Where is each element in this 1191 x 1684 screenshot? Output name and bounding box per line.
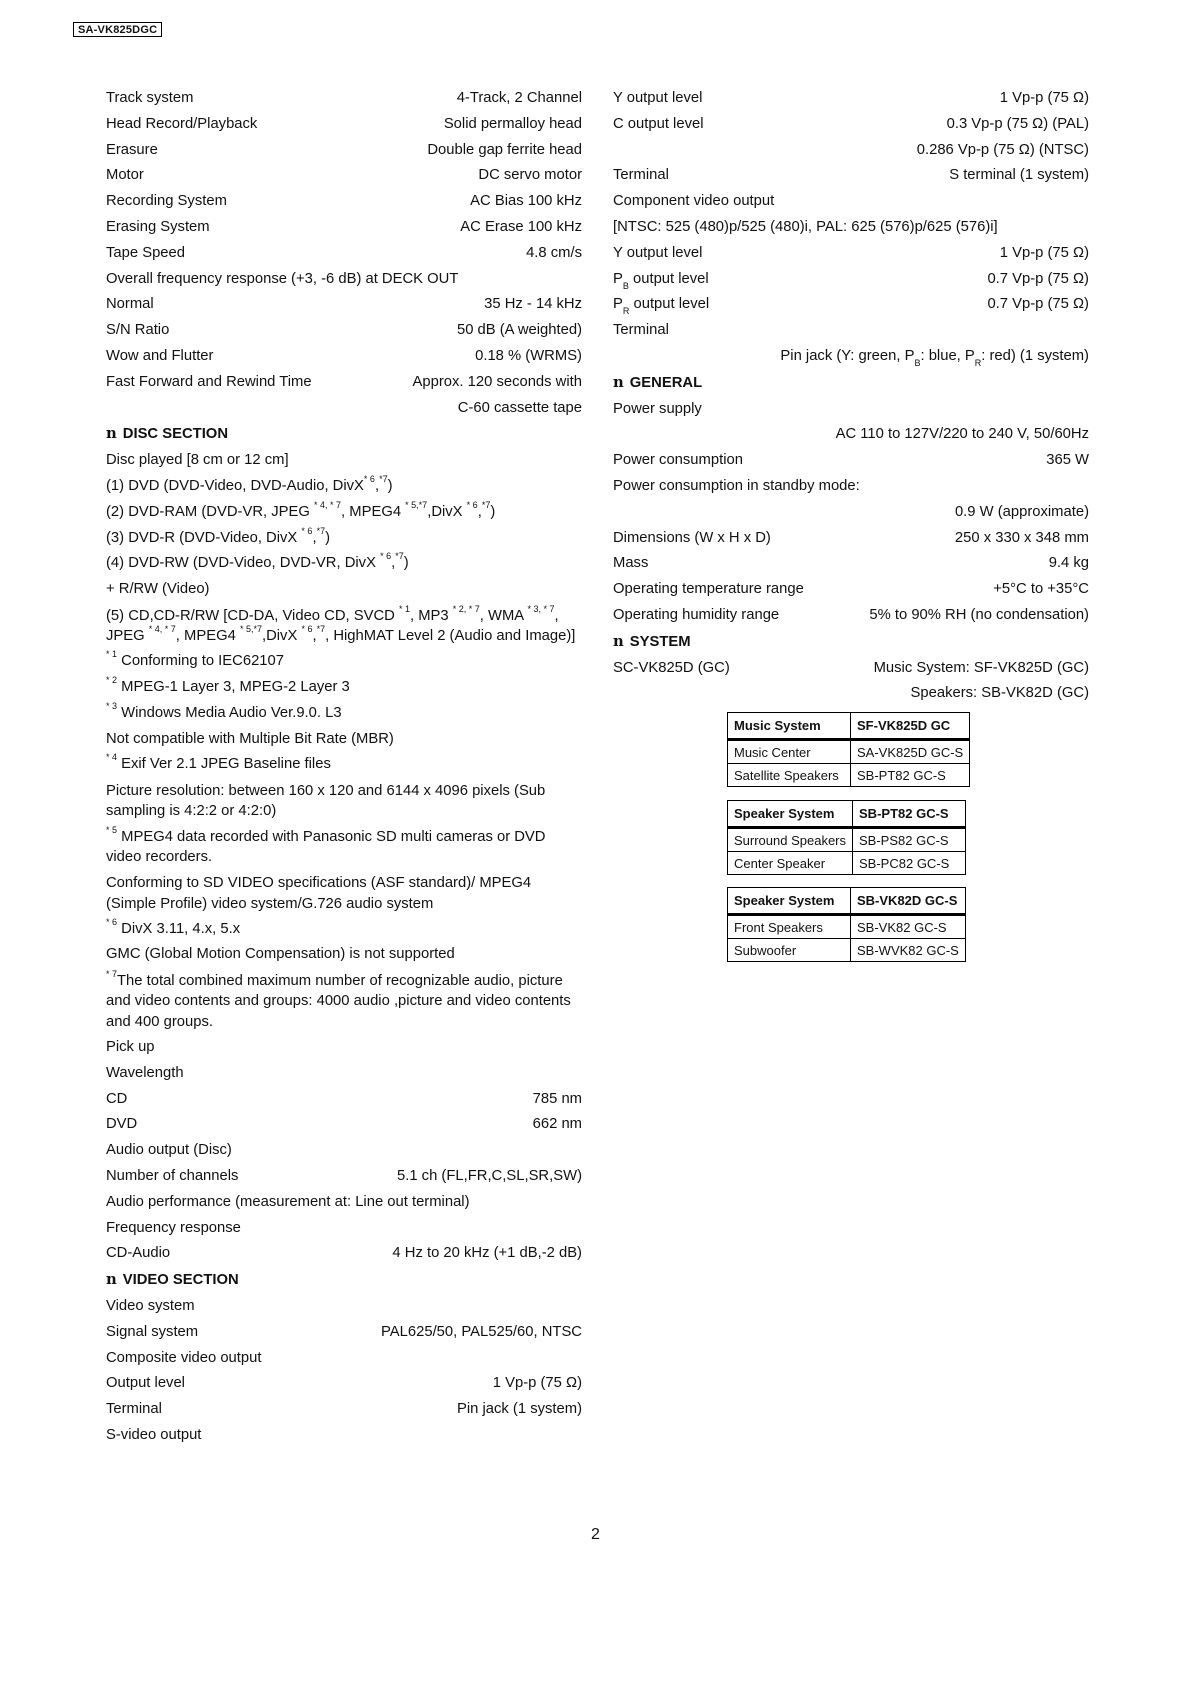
table-row — [728, 939, 966, 962]
spec-text-overall-freq — [106, 267, 582, 293]
footnote-ref: *7 — [379, 474, 388, 485]
text: : red) (1 system) — [981, 347, 1089, 364]
section-heading-video — [106, 1267, 582, 1294]
spec-value: 0.7 Vp-p (75 Ω) — [987, 270, 1089, 287]
spec-value: 4-Track, 2 Channel — [456, 90, 582, 106]
spec-label: Erasing System — [106, 218, 210, 235]
spec-label: Audio performance (measurement at: Line out terminal) — [106, 1193, 470, 1210]
spec-value: +5°C to +35°C — [993, 581, 1089, 598]
footnote-ref: *7 — [395, 551, 404, 562]
text: P — [613, 270, 623, 287]
disc-item-4 — [106, 551, 582, 577]
spec-value: 250 x 330 x 348 mm — [954, 529, 1089, 546]
table-cell: SB-VK82 GC-S — [851, 915, 966, 939]
table-cell: Satellite Speakers — [728, 764, 851, 787]
spec-text-composite — [106, 1346, 582, 1372]
text: Pin jack (Y: green, P — [780, 347, 915, 364]
spec-label: Pick up — [106, 1038, 155, 1055]
spec-value: 0.3 Vp-p (75 Ω) (PAL) — [946, 115, 1089, 132]
spec-label: Terminal — [613, 167, 669, 184]
spec-row-system-speakers — [613, 681, 1089, 707]
footnote-ref: * 2, * 7 — [452, 603, 480, 614]
spec-value — [780, 344, 1089, 370]
footnote-5 — [106, 824, 582, 870]
spec-row-sn-ratio — [106, 318, 582, 344]
spec-label — [106, 526, 330, 552]
spec-value: AC 110 to 127V/220 to 240 V, 50/60Hz — [835, 426, 1089, 443]
spec-label: Normal — [106, 296, 154, 313]
subscript: R — [974, 357, 982, 368]
footnote-2 — [106, 675, 582, 701]
spec-value: 5.1 ch (FL,FR,C,SL,SR,SW) — [397, 1167, 582, 1184]
table-cell: Surround Speakers — [728, 828, 853, 852]
text: , — [477, 503, 482, 520]
spec-label: Dimensions (W x H x D) — [613, 529, 771, 546]
table-header-cell: SB-PT82 GC-S — [853, 801, 966, 828]
spec-label: Power consumption — [613, 452, 743, 469]
spec-row-s-terminal — [613, 163, 1089, 189]
spec-label — [106, 474, 393, 500]
spec-label: CD — [106, 1090, 128, 1107]
spec-text-sd-video: Conforming to SD VIDEO specifications (ASF standard)/ MPEG4 (Simple Profile) video system/G.726 audio system — [106, 875, 532, 912]
spec-row-cd — [106, 1087, 582, 1113]
spec-value: Approx. 120 seconds with — [412, 373, 582, 390]
heading-text: SYSTEM — [629, 633, 691, 650]
spec-value: 0.9 W (approximate) — [954, 503, 1089, 520]
spec-label: Track system — [106, 90, 194, 106]
spec-value: 1 Vp-p (75 Ω) — [492, 1375, 582, 1392]
spec-label: Tape Speed — [106, 244, 185, 261]
spec-label — [106, 675, 350, 701]
disc-item-1 — [106, 474, 582, 500]
table-row — [728, 740, 970, 764]
footnote-4 — [106, 752, 582, 778]
table-cell: SB-PS82 GC-S — [853, 828, 966, 852]
table-header-cell: SF-VK825D GC — [851, 713, 970, 740]
table-header-row — [728, 888, 966, 915]
spec-text-standby — [613, 474, 1089, 500]
spec-row-temp — [613, 577, 1089, 603]
spec-value: 785 nm — [532, 1090, 582, 1107]
spec-row-system-model — [613, 656, 1089, 682]
spec-label: Video system — [106, 1297, 195, 1314]
spec-label: Wow and Flutter — [106, 347, 214, 364]
subscript: R — [622, 306, 630, 317]
footnote-ref: *7 — [316, 525, 326, 536]
spec-text-freq-response — [106, 1216, 582, 1242]
text: The total combined maximum number of recognizable audio, picture and video contents and groups: 4000 audio ,picture and video contents and 400 groups. — [106, 972, 571, 1030]
text: output level — [629, 296, 710, 313]
text: ) — [490, 503, 496, 520]
spec-label: GMC (Global Motion Compensation) is not supported — [106, 946, 455, 963]
bullet-icon: n — [613, 632, 624, 650]
spec-label: S/N Ratio — [106, 322, 170, 339]
spec-row-humidity — [613, 603, 1089, 629]
spec-text-component — [613, 189, 1089, 215]
text: : blue, P — [920, 347, 975, 364]
disc-item-5 — [106, 603, 582, 649]
footnote-mark: * 3 — [106, 700, 118, 711]
spec-value: 4.8 cm/s — [526, 244, 582, 261]
spec-row-power-consumption — [613, 448, 1089, 474]
footnote-3 — [106, 701, 582, 727]
text: ) — [403, 555, 409, 572]
table-header-row — [728, 801, 966, 828]
footnote-ref: * 6 — [380, 551, 392, 562]
text: (2) DVD-RAM (DVD-VR, JPEG — [106, 503, 314, 520]
text: , HighMAT Level 2 (Audio and Image)] — [325, 628, 576, 645]
text: ,DivX — [427, 503, 467, 520]
spec-row-wow-flutter — [106, 344, 582, 370]
footnote-1 — [106, 649, 582, 675]
spec-value: DC servo motor — [478, 167, 582, 184]
spec-label — [106, 500, 495, 526]
heading-text: GENERAL — [629, 374, 703, 391]
table-header-row — [728, 713, 970, 740]
text: , — [312, 628, 317, 645]
footnote-ref: * 5,*7 — [405, 499, 428, 510]
spec-text-comp-terminal — [613, 318, 1089, 344]
footnote-6 — [106, 917, 582, 943]
text: MPEG4 data recorded with Panasonic SD multi cameras or DVD video recorders. — [106, 828, 546, 866]
spec-value: AC Erase 100 kHz — [460, 218, 582, 235]
spec-row-y-output — [613, 86, 1089, 112]
spec-row-pin-jack — [613, 344, 1089, 370]
spec-value: 0.7 Vp-p (75 Ω) — [987, 296, 1089, 313]
spec-label: Operating temperature range — [613, 581, 804, 598]
spec-text-s-video — [106, 1423, 582, 1449]
spec-value: AC Bias 100 kHz — [470, 193, 582, 210]
spec-row-erasure — [106, 138, 582, 164]
spec-label: Head Record/Playback — [106, 115, 258, 132]
spec-label — [106, 752, 331, 778]
spec-row-track-system — [106, 86, 582, 112]
heading-text: DISC SECTION — [122, 426, 228, 443]
spec-text-video-system — [106, 1294, 582, 1320]
spec-label: Audio output (Disc) — [106, 1142, 232, 1159]
footnote-ref: * 6 — [301, 624, 313, 635]
spec-row-standby-value — [613, 500, 1089, 526]
footnote-ref: *7 — [316, 624, 326, 635]
footnote-mark: * 5 — [106, 824, 118, 835]
spec-value: C-60 cassette tape — [457, 399, 582, 416]
bullet-icon: n — [106, 1271, 117, 1289]
spec-text-disc-played — [106, 448, 582, 474]
footnote-ref: * 6 — [363, 474, 375, 485]
spec-row-mass — [613, 551, 1089, 577]
spec-label — [106, 701, 342, 727]
text: , WMA — [479, 607, 528, 624]
spec-row-ff-rewind — [106, 370, 582, 396]
spec-label: [NTSC: 525 (480)p/525 (480)i, PAL: 625 (576)p/625 (576)i] — [613, 218, 998, 235]
footnote-mark: * 4 — [106, 752, 118, 763]
table-cell: Front Speakers — [728, 915, 851, 939]
spec-row-c-output — [613, 112, 1089, 138]
bullet-icon: n — [613, 373, 624, 391]
spec-label: Overall frequency response (+3, -6 dB) at DECK OUT — [106, 270, 459, 287]
table-row — [728, 764, 970, 787]
spec-value: 0.18 % (WRMS) — [475, 347, 582, 364]
surround-speaker-table — [727, 800, 966, 875]
spec-value: S terminal (1 system) — [949, 167, 1089, 184]
spec-value: Double gap ferrite head — [427, 141, 582, 158]
footnote-ref: * 6 — [301, 525, 313, 536]
spec-label — [106, 649, 284, 675]
footnote-mark: * 2 — [106, 675, 118, 685]
spec-label — [106, 917, 240, 943]
table-cell: Music Center — [728, 740, 851, 764]
text: , — [391, 555, 396, 572]
spec-text-mbr — [106, 727, 582, 753]
spec-row-channels — [106, 1164, 582, 1190]
spec-label: Recording System — [106, 193, 227, 210]
text: DivX 3.11, 4.x, 5.x — [117, 920, 241, 937]
spec-label: Erasure — [106, 141, 158, 158]
text: (4) DVD-RW (DVD-Video, DVD-VR, DivX — [106, 555, 381, 572]
table-row — [728, 915, 966, 939]
spec-label: SC-VK825D (GC) — [613, 659, 730, 676]
spec-row-output-level — [106, 1371, 582, 1397]
spec-value: Pin jack (1 system) — [457, 1401, 582, 1418]
text: ) — [387, 477, 393, 494]
spec-row-dvd — [106, 1112, 582, 1138]
footnote-mark: * 7 — [106, 968, 118, 979]
footnote-ref: * 6 — [466, 499, 478, 510]
spec-value: 0.286 Vp-p (75 Ω) (NTSC) — [916, 141, 1089, 158]
text: , MPEG4 — [341, 503, 406, 520]
text: Conforming to IEC62107 — [117, 653, 284, 670]
spec-label: DVD — [106, 1116, 138, 1133]
spec-label: Power supply — [613, 400, 702, 417]
spec-label — [613, 267, 709, 293]
spec-row-terminal — [106, 1397, 582, 1423]
disc-item-rrw — [106, 577, 582, 603]
spec-label: Frequency response — [106, 1219, 241, 1236]
spec-label: Component video output — [613, 193, 775, 210]
table-header-cell: Speaker System — [728, 801, 853, 828]
text: , MPEG4 — [175, 628, 240, 645]
spec-label: Operating humidity range — [613, 606, 780, 623]
table-row — [728, 828, 966, 852]
section-heading-disc — [106, 421, 582, 448]
spec-label: Disc played [8 cm or 12 cm] — [106, 452, 289, 469]
spec-row-head — [106, 112, 582, 138]
spec-label: Number of channels — [106, 1167, 239, 1184]
table-cell: Center Speaker — [728, 852, 853, 875]
spec-text-wavelength — [106, 1061, 582, 1087]
table-cell: SB-WVK82 GC-S — [851, 939, 966, 962]
spec-value: 50 dB (A weighted) — [456, 322, 582, 339]
disc-item-3 — [106, 526, 582, 552]
spec-label: Y output level — [613, 90, 703, 106]
page-number: 2 — [591, 1526, 600, 1543]
spec-row-signal-system — [106, 1320, 582, 1346]
spec-row-tape-speed — [106, 241, 582, 267]
spec-label: CD-Audio — [106, 1245, 171, 1262]
spec-label: Output level — [106, 1375, 185, 1392]
heading-text: VIDEO SECTION — [122, 1272, 239, 1289]
table-header-cell: Music System — [728, 713, 851, 740]
spec-label: Motor — [106, 167, 144, 184]
model-tag: SA-VK825DGC — [73, 22, 162, 37]
spec-row-c-output-ntsc — [613, 138, 1089, 164]
spec-label: Fast Forward and Rewind Time — [106, 373, 312, 390]
spec-text-picture-resolution: Picture resolution: between 160 x 120 and 6144 x 4096 pixels (Sub sampling is 4:2:2 or 4:2:0) — [106, 782, 546, 820]
text: (1) DVD (DVD-Video, DVD-Audio, DivX — [106, 477, 364, 494]
text: , — [312, 529, 317, 546]
table-cell: SB-PC82 GC-S — [853, 852, 966, 875]
spec-row-pr — [613, 292, 1089, 318]
footnote-ref: * 1 — [398, 603, 410, 614]
footnote-ref: * 4, * 7 — [148, 624, 176, 635]
footnote-ref: * 5,*7 — [239, 624, 262, 635]
spec-label: Composite video output — [106, 1349, 262, 1366]
spec-value: 662 nm — [532, 1116, 582, 1133]
spec-row-dimensions — [613, 526, 1089, 552]
spec-value: PAL625/50, PAL525/60, NTSC — [381, 1323, 582, 1340]
spec-value: 4 Hz to 20 kHz (+1 dB,-2 dB) — [392, 1245, 582, 1262]
text: Windows Media Audio Ver.9.0. L3 — [117, 704, 342, 721]
spec-label: S-video output — [106, 1426, 202, 1443]
spec-label: Not compatible with Multiple Bit Rate (MBR) — [106, 730, 394, 747]
spec-text-pickup — [106, 1035, 582, 1061]
table-row — [728, 852, 966, 875]
footnote-mark: * 6 — [106, 916, 118, 927]
spec-label — [613, 292, 709, 318]
spec-row-erasing-system — [106, 215, 582, 241]
spec-text-audio-perf — [106, 1190, 582, 1216]
spec-value: 1 Vp-p (75 Ω) — [999, 244, 1089, 261]
table-header-cell: Speaker System — [728, 888, 851, 915]
table-cell: SB-PT82 GC-S — [851, 764, 970, 787]
spec-label: Mass — [613, 555, 649, 572]
spec-row-normal — [106, 292, 582, 318]
spec-value: 35 Hz - 14 kHz — [484, 296, 582, 313]
spec-label: Signal system — [106, 1323, 199, 1340]
spec-text-gmc — [106, 942, 582, 968]
spec-row-pb — [613, 267, 1089, 293]
front-speaker-table — [727, 887, 966, 962]
text: output level — [628, 270, 709, 287]
spec-value: 5% to 90% RH (no condensation) — [869, 606, 1089, 623]
spec-label: Terminal — [106, 1401, 162, 1418]
text: , MP3 — [409, 607, 453, 624]
footnote-mark: * 1 — [106, 649, 118, 660]
spec-label: Terminal — [613, 322, 669, 339]
section-heading-system — [613, 629, 1089, 656]
text: Exif Ver 2.1 JPEG Baseline files — [117, 756, 331, 773]
spec-value: Music System: SF-VK825D (GC) — [873, 659, 1089, 676]
table-cell: SA-VK825D GC-S — [851, 740, 970, 764]
spec-value: 9.4 kg — [1048, 555, 1089, 572]
spec-label: + R/RW (Video) — [106, 581, 210, 598]
disc-item-2 — [106, 500, 582, 526]
text: ,DivX — [261, 628, 302, 645]
spec-value: Solid permalloy head — [443, 115, 582, 132]
text: , — [374, 477, 380, 494]
spec-label: Y output level — [613, 244, 703, 261]
table-header-cell: SB-VK82D GC-S — [851, 888, 966, 915]
spec-label — [106, 551, 409, 577]
spec-row-comp-y — [613, 241, 1089, 267]
section-heading-general — [613, 370, 1089, 397]
text: , JPEG — [106, 607, 559, 645]
spec-label: Wavelength — [106, 1064, 184, 1081]
spec-value: 365 W — [1046, 452, 1089, 469]
spec-row-power-supply-value — [613, 422, 1089, 448]
table-cell: Subwoofer — [728, 939, 851, 962]
spec-row-cd-audio — [106, 1241, 582, 1267]
spec-text-power-supply — [613, 397, 1089, 423]
spec-label: Power consumption in standby mode: — [613, 477, 860, 494]
text: (5) CD,CD-R/RW [CD-DA, Video CD, SVCD — [106, 607, 399, 624]
footnote-ref: * 3, * 7 — [527, 603, 555, 614]
spec-label: C output level — [613, 115, 704, 132]
text: MPEG-1 Layer 3, MPEG-2 Layer 3 — [117, 678, 350, 695]
spec-value: Speakers: SB-VK82D (GC) — [910, 685, 1089, 702]
text: (3) DVD-R (DVD-Video, DivX — [106, 529, 302, 546]
bullet-icon: n — [106, 425, 117, 443]
left-column — [106, 86, 582, 1449]
text: P — [613, 296, 623, 313]
footnote-7 — [106, 968, 582, 1035]
right-column — [613, 86, 1089, 707]
spec-text-component-formats — [613, 215, 1089, 241]
spec-row-ff-rewind-cont — [106, 396, 582, 422]
spec-row-motor — [106, 163, 582, 189]
spec-value: 1 Vp-p (75 Ω) — [999, 90, 1089, 106]
footnote-ref: *7 — [481, 499, 491, 510]
subscript: B — [622, 280, 629, 291]
spec-row-recording-system — [106, 189, 582, 215]
spec-text-audio-output — [106, 1138, 582, 1164]
subscript: B — [914, 357, 921, 368]
text: ) — [325, 529, 331, 546]
footnote-ref: * 4, * 7 — [314, 499, 342, 510]
music-system-table — [727, 712, 970, 787]
